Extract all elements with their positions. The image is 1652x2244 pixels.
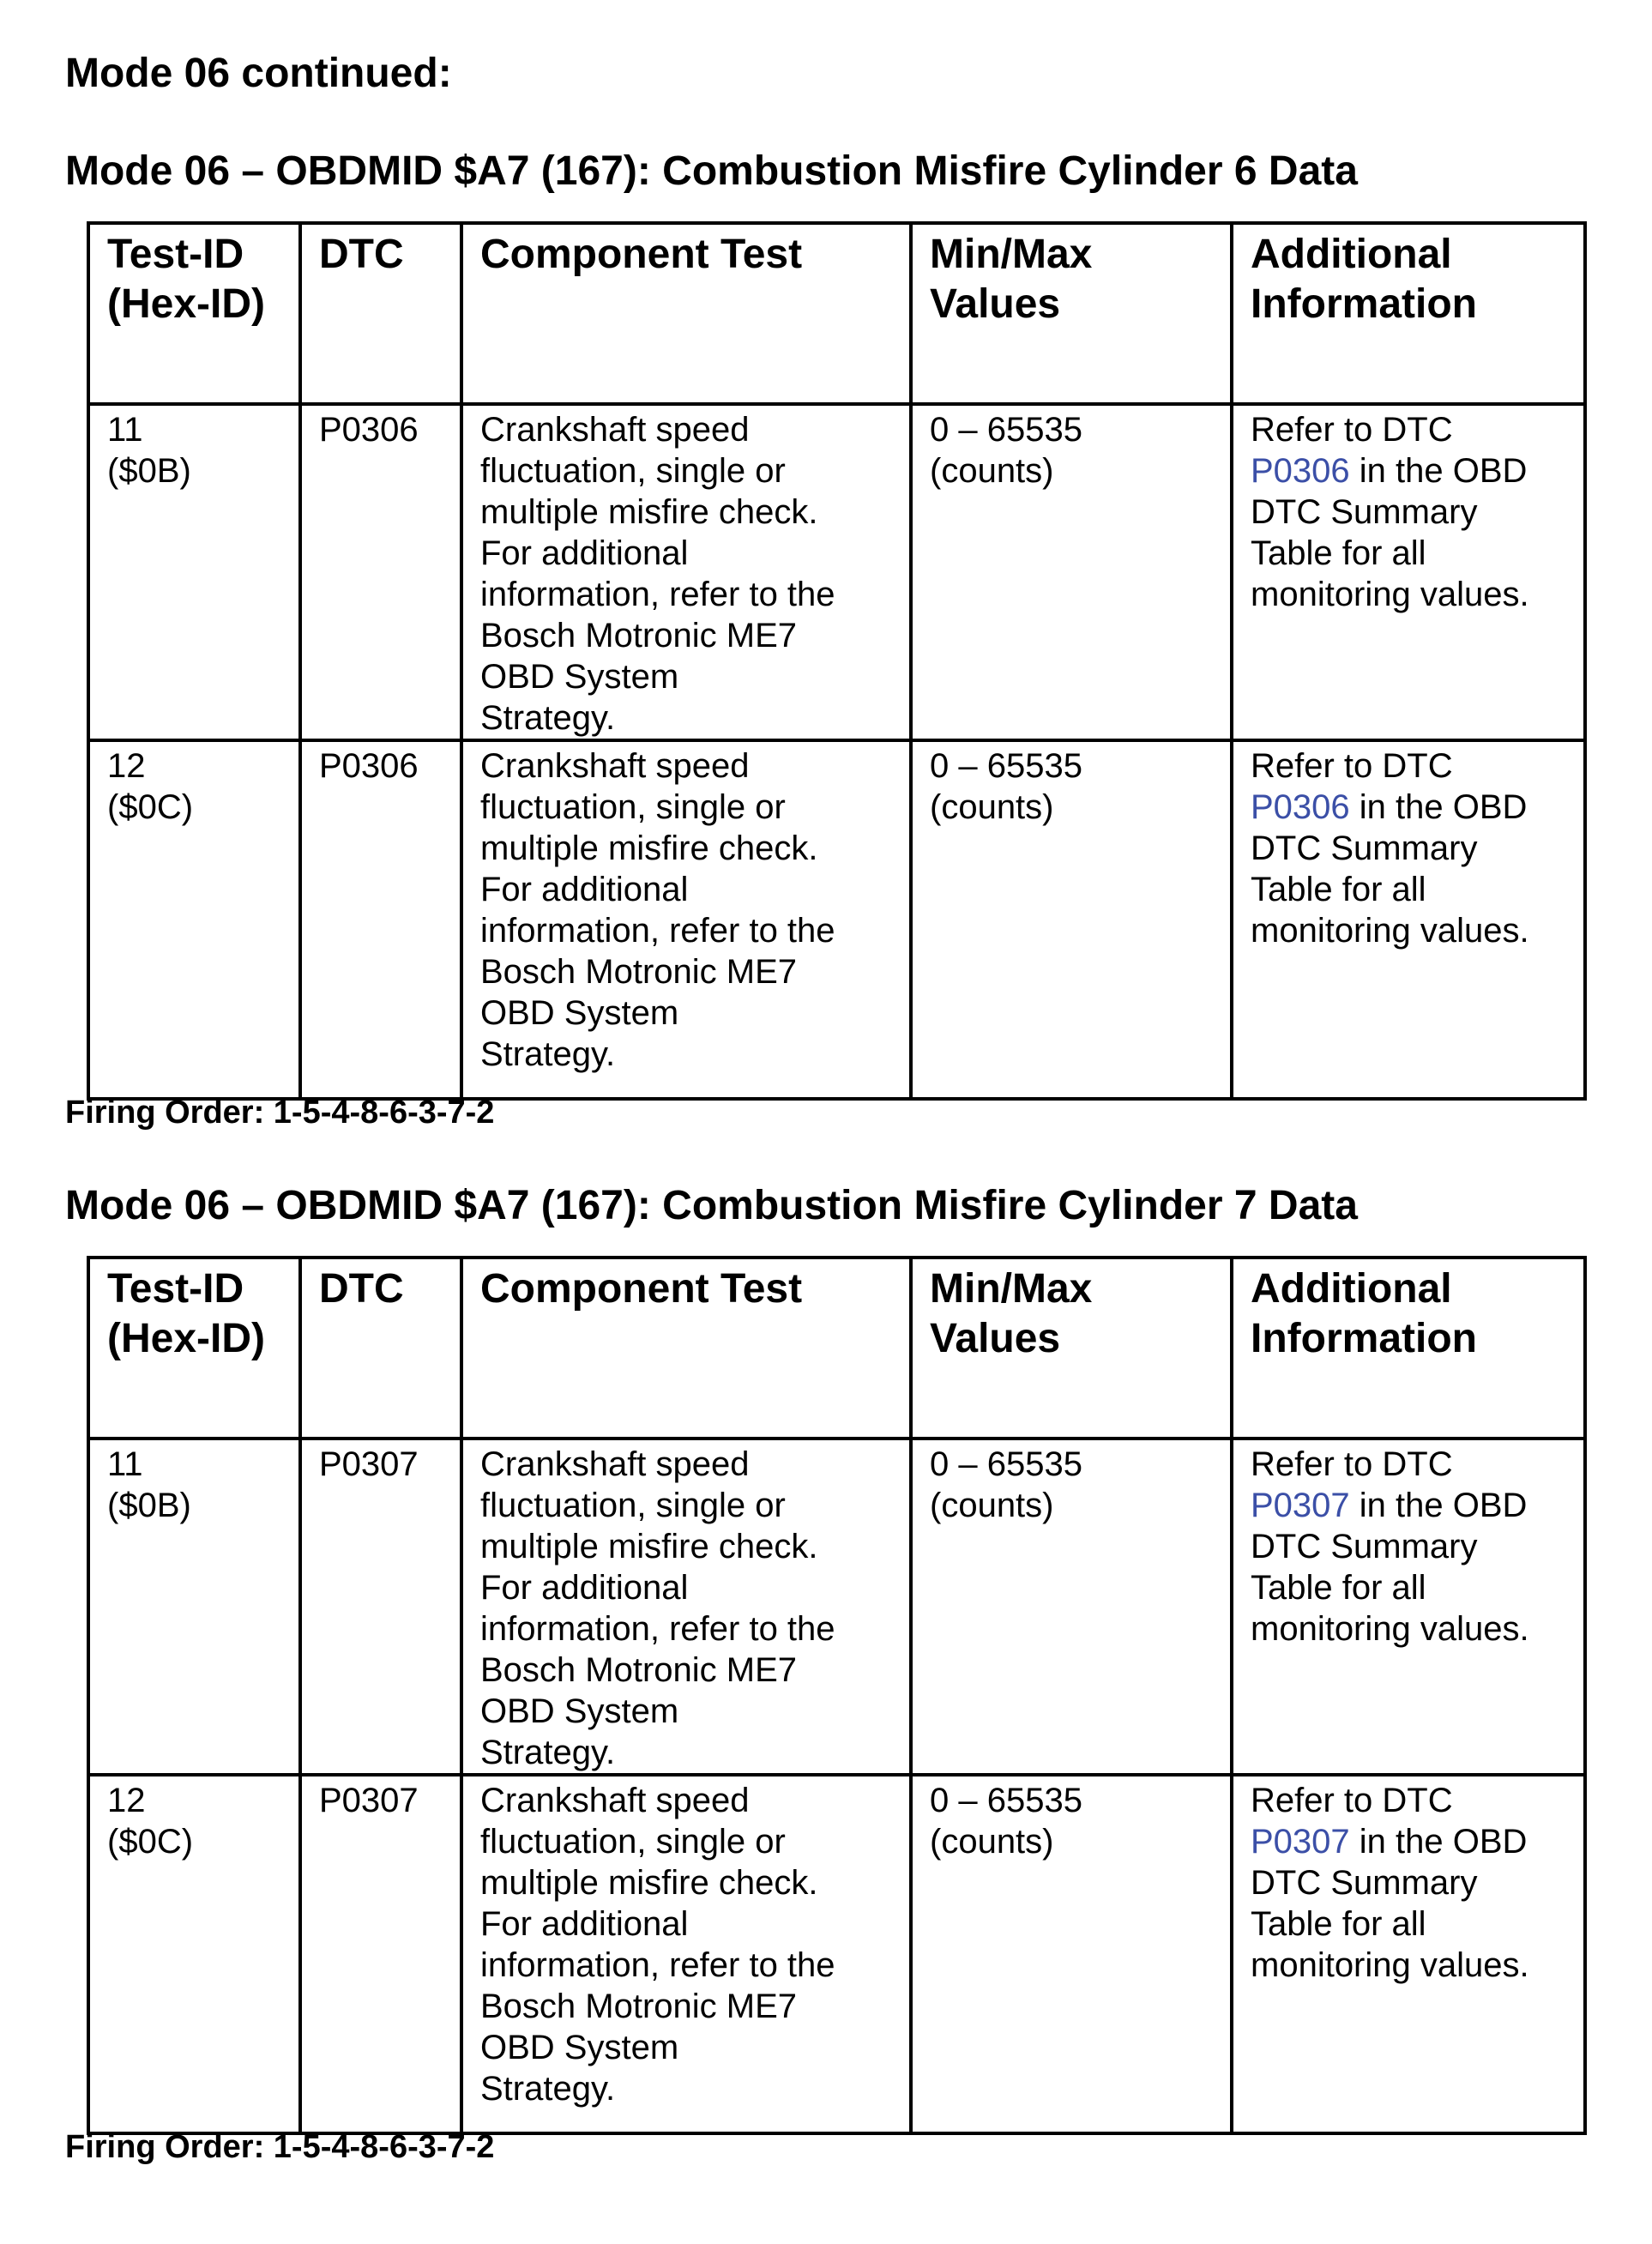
cell-test-id: 11 ($0B) [88, 1439, 300, 1775]
table-row [88, 404, 1585, 740]
table-row [88, 1775, 1585, 2133]
column-header-min-max: Min/Max Values [911, 223, 1232, 404]
cell-additional-info [1232, 1775, 1585, 2133]
column-header-additional-info: Additional Information [1232, 223, 1585, 404]
misfire-table-cylinder-7 [87, 1256, 1587, 2135]
cell-min-max: 0 – 65535 (counts) [911, 740, 1232, 1099]
column-header-test-id: Test-ID (Hex-ID) [88, 223, 300, 404]
cell-dtc: P0306 [300, 404, 461, 740]
cell-component-test: Crankshaft speed fluctuation, single or multiple misfire check. For additional information, refer to the Bosch Motronic ME7 OBD System Strategy. [461, 404, 911, 740]
firing-order-note: Firing Order: 1-5-4-8-6-3-7-2 [65, 1095, 495, 1131]
cell-additional-info [1232, 740, 1585, 1099]
cell-component-test: Crankshaft speed fluctuation, single or multiple misfire check. For additional information, refer to the Bosch Motronic ME7 OBD System Strategy. [461, 1439, 911, 1775]
table-header-row [88, 223, 1585, 404]
cell-test-id: 12 ($0C) [88, 1775, 300, 2133]
table-row [88, 740, 1585, 1099]
cell-component-test: Crankshaft speed fluctuation, single or multiple misfire check. For additional information, refer to the Bosch Motronic ME7 OBD System Strategy. [461, 740, 911, 1099]
cell-min-max: 0 – 65535 (counts) [911, 1439, 1232, 1775]
info-suffix: in the OBD DTC Summary Table for all monitoring values. [1251, 1823, 1529, 1984]
column-header-dtc: DTC [300, 1258, 461, 1439]
info-prefix: Refer to DTC [1251, 1445, 1453, 1483]
column-header-component-test: Component Test [461, 223, 911, 404]
info-prefix: Refer to DTC [1251, 747, 1453, 785]
cell-test-id: 11 ($0B) [88, 404, 300, 740]
cell-additional-info [1232, 1439, 1585, 1775]
section-title-cylinder-6: Mode 06 – OBDMID $A7 (167): Combustion Misfire Cylinder 6 Data [65, 148, 1358, 194]
cell-additional-info [1232, 404, 1585, 740]
cell-dtc: P0306 [300, 740, 461, 1099]
cell-dtc: P0307 [300, 1439, 461, 1775]
info-suffix: in the OBD DTC Summary Table for all monitoring values. [1251, 1487, 1529, 1648]
column-header-dtc: DTC [300, 223, 461, 404]
column-header-test-id: Test-ID (Hex-ID) [88, 1258, 300, 1439]
cell-min-max: 0 – 65535 (counts) [911, 1775, 1232, 2133]
misfire-table-cylinder-6 [87, 221, 1587, 1101]
column-header-min-max: Min/Max Values [911, 1258, 1232, 1439]
cell-dtc: P0307 [300, 1775, 461, 2133]
dtc-link[interactable]: P0306 [1251, 452, 1350, 490]
dtc-link[interactable]: P0307 [1251, 1823, 1350, 1861]
section-title-cylinder-7: Mode 06 – OBDMID $A7 (167): Combustion Misfire Cylinder 7 Data [65, 1183, 1358, 1228]
cell-test-id: 12 ($0C) [88, 740, 300, 1099]
info-suffix: in the OBD DTC Summary Table for all monitoring values. [1251, 788, 1529, 950]
table-row [88, 1439, 1585, 1775]
info-prefix: Refer to DTC [1251, 1782, 1453, 1819]
firing-order-note: Firing Order: 1-5-4-8-6-3-7-2 [65, 2129, 495, 2165]
page-heading: Mode 06 continued: [65, 51, 452, 96]
table-header-row [88, 1258, 1585, 1439]
dtc-link[interactable]: P0307 [1251, 1487, 1350, 1524]
info-prefix: Refer to DTC [1251, 411, 1453, 449]
cell-min-max: 0 – 65535 (counts) [911, 404, 1232, 740]
column-header-additional-info: Additional Information [1232, 1258, 1585, 1439]
info-suffix: in the OBD DTC Summary Table for all monitoring values. [1251, 452, 1529, 613]
dtc-link[interactable]: P0306 [1251, 788, 1350, 826]
column-header-component-test: Component Test [461, 1258, 911, 1439]
cell-component-test: Crankshaft speed fluctuation, single or multiple misfire check. For additional information, refer to the Bosch Motronic ME7 OBD System Strategy. [461, 1775, 911, 2133]
